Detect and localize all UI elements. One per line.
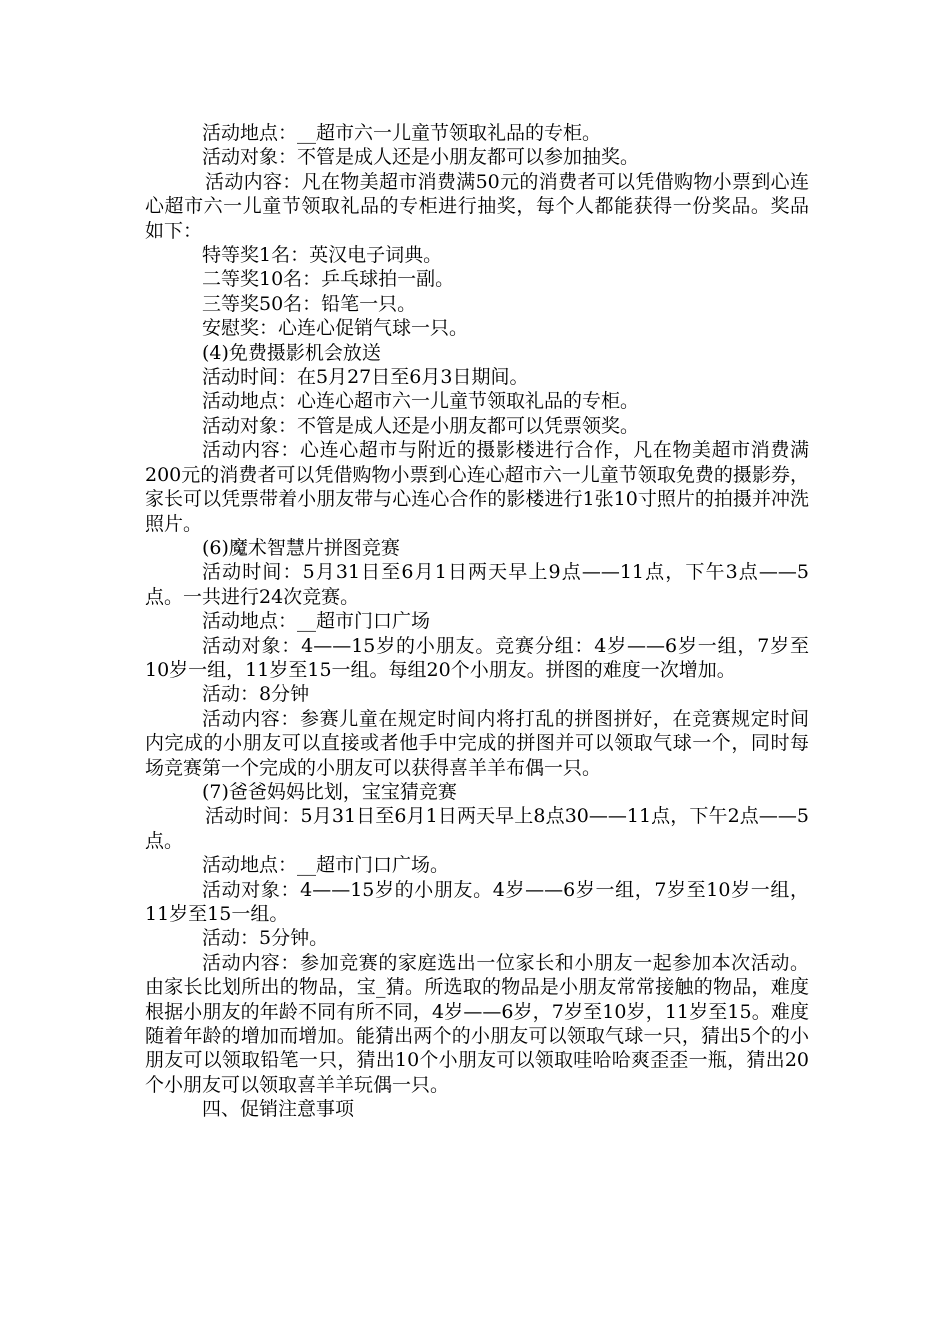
paragraph: 三等奖50名：铅笔一只。 [202,292,417,315]
paragraph: 安慰奖：心连心促销气球一只。 [202,317,469,340]
section-heading: 四、促销注意事项 [202,1098,355,1121]
paragraph: 活动时间：5月31日至6月1日两天早上8点30——11点，下午2点——5点。 [145,805,809,852]
paragraph: 活动内容：心连心超市与附近的摄影楼进行合作，凡在物美超市消费满200元的消费者可以凭借购物小票到心连心超市六一儿童节领取免费的摄影券，家长可以凭票带着小朋友带与心连心合作的影楼进行1张10寸照片的拍摄并冲洗照片。 [145,439,809,535]
paragraph: 活动地点：心连心超市六一儿童节领取礼品的专柜。 [202,390,640,413]
paragraph: 活动内容：参加竞赛的家庭选出一位家长和小朋友一起参加本次活动。由家长比划所出的物品，宝_猜。所选取的物品是小朋友常常接触的物品，难度根据小朋友的年龄不同有所不同，4岁——6岁，7岁至10岁，11岁至15。难度随着年龄的增加而增加。能猜出两个的小朋友可以领取气球一只，猜出5个的小朋友可以领取铅笔一只，猜出10个小朋友可以领取哇哈哈爽歪歪一瓶，猜出20个小朋友可以领取喜羊羊玩偶一只。 [145,951,809,1096]
paragraph: 活动：5分钟。 [202,927,329,950]
section-heading: (4)免费摄影机会放送 [202,341,381,364]
paragraph: 活动地点：__超市门口广场。 [202,854,450,877]
paragraph: 活动对象：不管是成人还是小朋友都可以参加抽奖。 [202,146,640,169]
paragraph: 活动地点：__超市六一儿童节领取礼品的专柜。 [202,122,602,144]
paragraph: 活动时间：5月31日至6月1日两天早上9点——11点，下午3点——5点。一共进行24次竞赛。 [145,561,809,608]
paragraph: 活动对象：4——15岁的小朋友。竞赛分组：4岁——6岁一组，7岁至10岁一组，11岁至15一组。每组20个小朋友。拼图的难度一次增加。 [145,634,809,681]
paragraph: 活动内容：凡在物美超市消费满50元的消费者可以凭借购物小票到心连心超市六一儿童节领取礼品的专柜进行抽奖，每个人都能获得一份奖品。奖品如下： [145,170,809,242]
section-heading: (6)魔术智慧片拼图竞赛 [202,536,400,559]
section-heading: (7)爸爸妈妈比划，宝宝猜竞赛 [202,780,457,803]
paragraph: 活动对象：4——15岁的小朋友。4岁——6岁一组，7岁至10岁一组，11岁至15一组。 [145,878,809,925]
paragraph: 活动：8分钟 [202,683,310,706]
document-body [145,121,809,1122]
paragraph: 特等奖1名：英汉电子词典。 [202,244,443,267]
paragraph: 活动对象：不管是成人还是小朋友都可以凭票领奖。 [202,414,640,437]
paragraph: 活动地点：__超市门口广场 [202,610,431,633]
paragraph: 活动时间：在5月27日至6月3日期间。 [202,366,529,389]
paragraph: 二等奖10名：乒乓球拍一副。 [202,268,455,291]
paragraph: 活动内容：参赛儿童在规定时间内将打乱的拼图拼好，在竞赛规定时间内完成的小朋友可以直接或者他手中完成的拼图并可以领取气球一个，同时每场竞赛第一个完成的小朋友可以获得喜羊羊布偶一只。 [145,707,809,779]
